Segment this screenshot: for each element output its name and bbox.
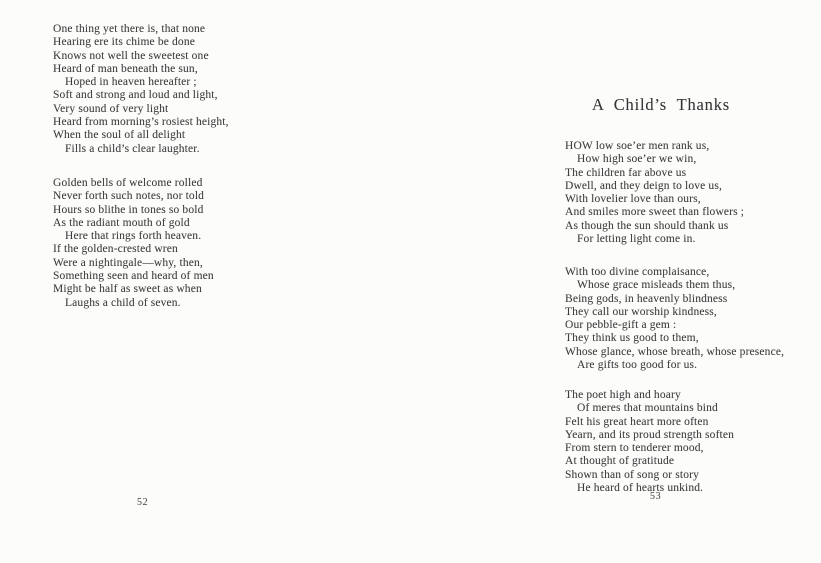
poem-line: As though the sun should thank us [565, 219, 729, 232]
poem-line: They think us good to them, [565, 332, 699, 345]
poem-line: One thing yet there is, that none [53, 23, 206, 35]
right-stanza-1 [565, 140, 744, 246]
poem-line: Knows not well the sweetest one [53, 49, 209, 62]
poem-line: Felt his great heart more often [565, 415, 709, 428]
page-number-left: 52 [137, 497, 149, 508]
poem-line: Were a nightingale—why, then, [53, 256, 203, 269]
poem-line: Our pebble-gift a gem : [565, 319, 677, 332]
poem-line: They call our worship kindness, [565, 305, 717, 318]
poem-line: At thought of gratitude [565, 455, 675, 468]
right-stanza-2 [565, 266, 784, 372]
poem-line: Heard of man beneath the sun, [53, 62, 198, 75]
poem-line: Fills a child’s clear laughter. [65, 142, 200, 155]
poem-line: When the soul of all delight [53, 129, 186, 142]
poem-title: A Child’s Thanks [591, 95, 730, 114]
page-number-right: 53 [650, 491, 662, 502]
right-stanza-3 [565, 389, 734, 495]
poem-line: Are gifts too good for us. [577, 359, 698, 372]
poem-line: Yearn, and its proud strength soften [565, 428, 735, 441]
poem-line: Here that rings forth heaven. [65, 230, 202, 243]
poem-line: Shown than of song or story [565, 468, 700, 481]
poem-line: Golden bells of welcome rolled [53, 177, 203, 189]
poem-line: How high soe’er we win, [577, 153, 697, 166]
poem-line: Dwell, and they deign to love us, [565, 179, 722, 192]
poem-line: Soft and strong and loud and light, [53, 89, 218, 102]
poem-line: Very sound of very light [53, 102, 169, 115]
poem-line: He heard of hearts unkind. [577, 482, 704, 495]
poem-line: Whose grace misleads them thus, [577, 279, 736, 292]
poem-line: Might be half as sweet as when [53, 283, 202, 296]
poem-line: HOW low soe’er men rank us, [565, 140, 710, 152]
poem-line: With lovelier love than ours, [565, 193, 701, 206]
poem-line: Of meres that mountains bind [577, 402, 718, 415]
poem-line: If the golden-crested wren [53, 243, 178, 256]
poem-line: Hearing ere its chime be done [53, 36, 195, 49]
poem-line: With too divine complaisance, [565, 266, 710, 278]
poem-line: Being gods, in heavenly blindness [565, 292, 728, 305]
poem-line: From stern to tenderer mood, [565, 442, 704, 455]
poem-line: And smiles more sweet than flowers ; [565, 206, 745, 219]
poem-line: Whose glance, whose breath, whose presence, [565, 345, 785, 358]
poem-line: Never forth such notes, nor told [53, 190, 205, 203]
poem-line: Something seen and heard of men [53, 270, 214, 283]
poem-line: The poet high and hoary [565, 389, 681, 401]
poem-line: Hoped in heaven hereafter ; [65, 76, 197, 89]
poem-line: The children far above us [565, 166, 687, 179]
poem-line: For letting light come in. [577, 233, 696, 246]
poem-line: Laughs a child of seven. [65, 296, 181, 309]
poem-line: Heard from morning’s rosiest height, [53, 116, 229, 129]
poem-line: As the radiant mouth of gold [53, 216, 190, 229]
poem-line: Hours so blithe in tones so bold [53, 203, 204, 216]
